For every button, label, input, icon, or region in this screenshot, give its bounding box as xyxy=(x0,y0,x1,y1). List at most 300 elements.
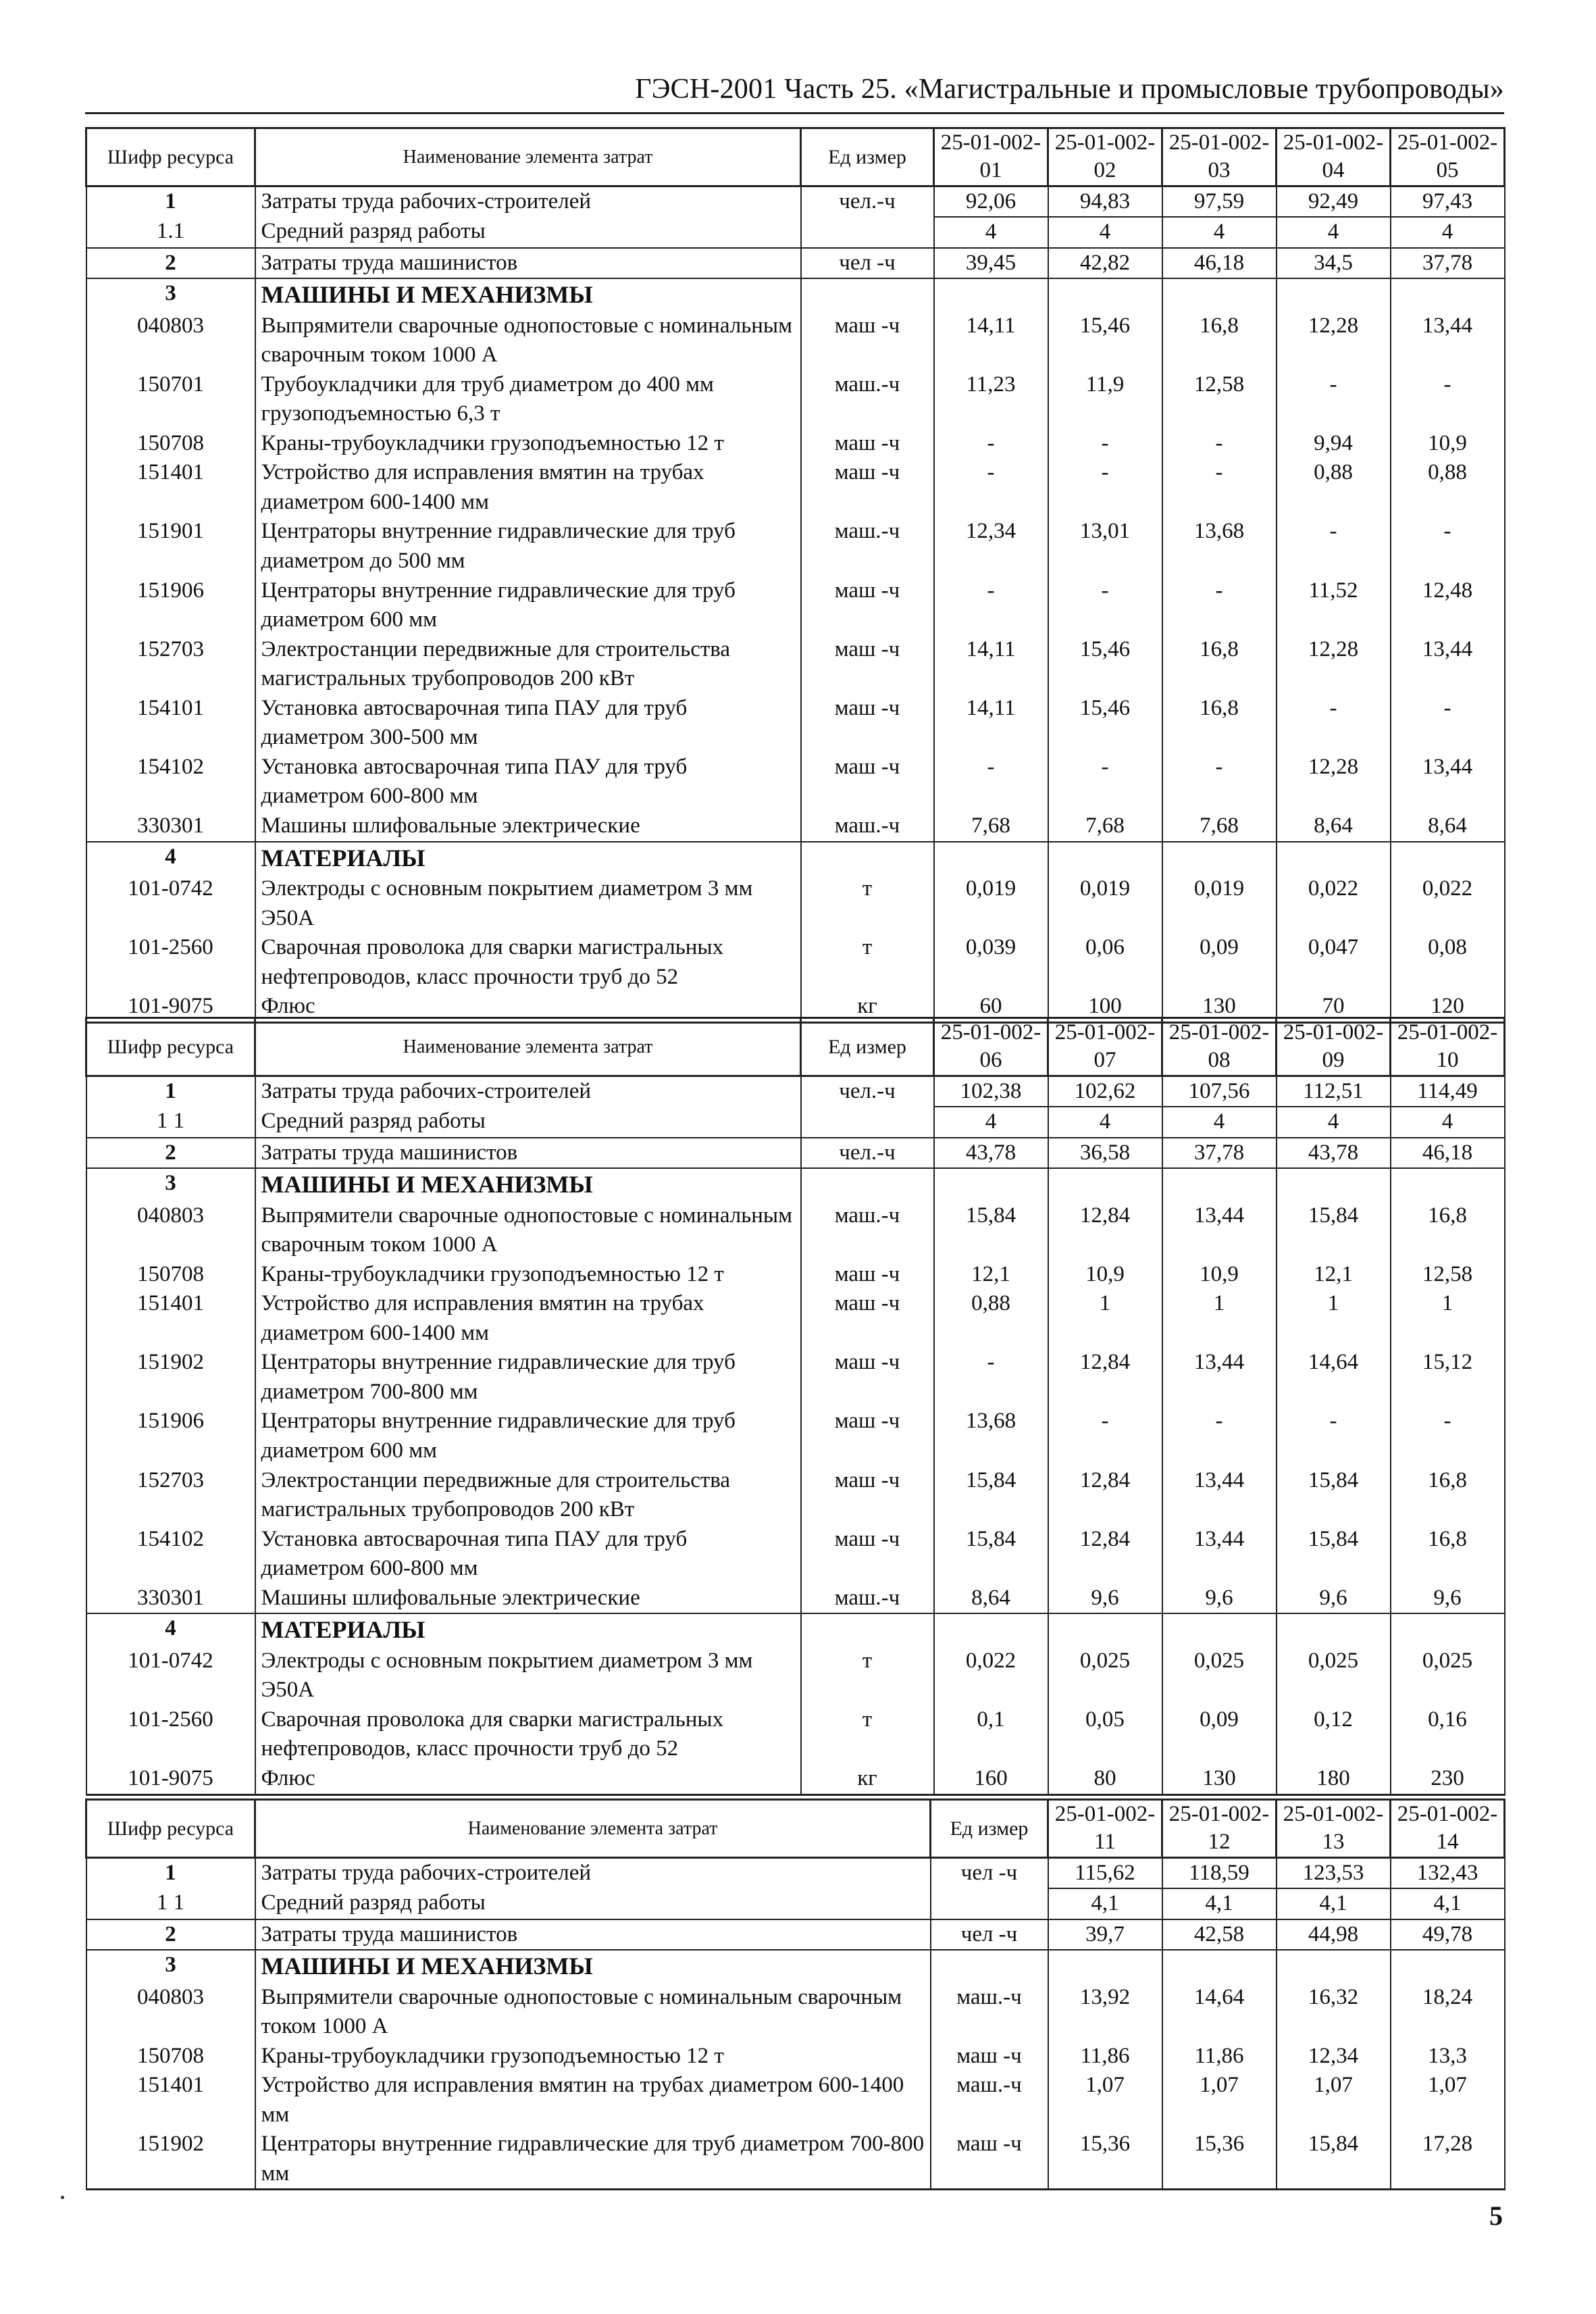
cost-element-name-cell: Флюс xyxy=(255,992,801,1022)
norm-value-cell: 8,64 xyxy=(1277,811,1391,842)
table-row xyxy=(86,933,1505,992)
norm-value-cell: 15,84 xyxy=(934,1466,1048,1525)
norm-value-cell: 16,8 xyxy=(1391,1201,1505,1260)
norm-value-cell: 15,84 xyxy=(1277,1466,1391,1525)
norm-value-cell: 114,49 xyxy=(1391,1076,1505,1107)
cost-element-name-cell: Сварочная проволока для сварки магистральных нефтепроводов, класс прочности труб до 52 xyxy=(255,933,801,992)
cost-element-name-cell: Электроды с основным покрытием диаметром 3 мм Э50А xyxy=(255,1646,801,1705)
cost-element-name-cell: Затраты труда машинистов xyxy=(255,1919,931,1951)
norm-value-cell: 1,07 xyxy=(1048,2071,1162,2130)
cost-element-name-cell: Центраторы внутренние гидравлические для труб диаметром 700-800 мм xyxy=(255,2130,931,2190)
norm-value-cell: 12,34 xyxy=(1277,2042,1391,2071)
resource-code-cell: 1 1 xyxy=(86,1888,255,1919)
cost-element-name-cell: Устройство для исправления вмятин на трубах диаметром 600-1400 мм xyxy=(255,458,801,517)
norm-value-cell: 13,44 xyxy=(1162,1525,1277,1584)
cost-element-name-cell: Установка автосварочная типа ПАУ для труб диаметром 300-500 мм xyxy=(255,694,801,753)
norm-value-cell: 15,84 xyxy=(934,1525,1048,1584)
norm-value-cell: 115,62 xyxy=(1048,1857,1162,1888)
unit-cell: маш.-ч xyxy=(801,1201,934,1260)
norm-value-cell: 18,24 xyxy=(1391,1983,1505,2042)
table-row xyxy=(86,1168,1505,1201)
table-row xyxy=(86,1076,1505,1107)
cost-element-name-cell: Электростанции передвижные для строительства магистральных трубопроводов 200 кВт xyxy=(255,1466,801,1525)
norm-value-cell: 0,88 xyxy=(934,1289,1048,1348)
norm-value-cell: 11,86 xyxy=(1162,2042,1277,2071)
unit-cell: чел -ч xyxy=(801,248,934,279)
column-header-norm-code: 25-01-002-02 xyxy=(1048,128,1162,186)
resource-code-cell: 151906 xyxy=(86,576,255,635)
cost-element-name-cell: Выпрямители сварочные однопостовые с номинальным сварочным током 1000 А xyxy=(255,1201,801,1260)
column-header-norm-code: 25-01-002-12 xyxy=(1162,1800,1277,1858)
norm-value-cell xyxy=(1048,278,1162,311)
resource-code-cell: 3 xyxy=(86,1950,255,1983)
table-row xyxy=(86,2042,1505,2071)
norm-value-cell: 11,52 xyxy=(1277,576,1391,635)
header-rule xyxy=(85,112,1504,114)
cost-element-name-cell: МАШИНЫ И МЕХАНИЗМЫ xyxy=(255,1950,931,1983)
resource-code-cell: 330301 xyxy=(86,811,255,842)
column-header-norm-code: 25-01-002-09 xyxy=(1277,1018,1391,1076)
norm-value-cell: - xyxy=(934,576,1048,635)
resource-code-cell: 2 xyxy=(86,1919,255,1951)
table-row xyxy=(86,458,1505,517)
norm-value-cell: 4,1 xyxy=(1048,1888,1162,1919)
table-row xyxy=(86,1584,1505,1614)
norm-value-cell: 4 xyxy=(934,1107,1048,1138)
norm-value-cell: 9,6 xyxy=(1277,1584,1391,1614)
table-row xyxy=(86,1983,1505,2042)
norm-value-cell: 7,68 xyxy=(934,811,1048,842)
norm-value-cell xyxy=(1048,1613,1162,1646)
table-row xyxy=(86,874,1505,933)
cost-element-name-cell: Флюс xyxy=(255,1764,801,1794)
column-header-norm-code: 25-01-002-11 xyxy=(1048,1800,1162,1858)
norm-value-cell: - xyxy=(934,1348,1048,1407)
norm-value-cell: 102,38 xyxy=(934,1076,1048,1107)
norm-value-cell: 1 xyxy=(1277,1289,1391,1348)
table-row xyxy=(86,429,1505,459)
norm-value-cell: 130 xyxy=(1162,992,1277,1022)
table-row xyxy=(86,1919,1505,1951)
cost-element-name-cell: Краны-трубоукладчики грузоподъемностью 12 т xyxy=(255,1260,801,1290)
norm-value-cell: 12,84 xyxy=(1048,1466,1162,1525)
norm-value-cell: 46,18 xyxy=(1162,248,1277,279)
norm-value-cell xyxy=(934,1168,1048,1201)
unit-cell: т xyxy=(801,1705,934,1764)
norm-value-cell: - xyxy=(1048,458,1162,517)
norm-value-cell: 12,58 xyxy=(1162,370,1277,429)
cost-element-name-cell: МАТЕРИАЛЫ xyxy=(255,842,801,875)
norm-value-cell: 12,34 xyxy=(934,517,1048,576)
table-row xyxy=(86,217,1505,248)
unit-cell: т xyxy=(801,1646,934,1705)
resource-code-cell: 151902 xyxy=(86,2130,255,2190)
table-row xyxy=(86,1107,1505,1138)
norm-value-cell: 15,46 xyxy=(1048,311,1162,370)
norm-value-cell: 0,88 xyxy=(1391,458,1505,517)
norm-value-cell xyxy=(1391,842,1505,875)
column-header-norm-code: 25-01-002-14 xyxy=(1391,1800,1505,1858)
norm-value-cell xyxy=(1048,842,1162,875)
norm-value-cell: 0,12 xyxy=(1277,1705,1391,1764)
unit-cell: маш.-ч xyxy=(801,811,934,842)
column-header-name: Наименование элемента затрат xyxy=(255,1018,801,1076)
unit-cell: маш.-ч xyxy=(801,517,934,576)
margin-dot xyxy=(61,2196,64,2199)
table-row xyxy=(86,576,1505,635)
resource-code-cell: 101-0742 xyxy=(86,874,255,933)
table-row xyxy=(86,1138,1505,1169)
cost-element-name-cell: Центраторы внутренние гидравлические для труб диаметром 700-800 мм xyxy=(255,1348,801,1407)
cost-element-name-cell: Электростанции передвижные для строительства магистральных трубопроводов 200 кВт xyxy=(255,635,801,694)
cost-element-name-cell: Электроды с основным покрытием диаметром 3 мм Э50А xyxy=(255,874,801,933)
cost-element-name-cell: Устройство для исправления вмятин на трубах диаметром 600-1400 мм xyxy=(255,1289,801,1348)
unit-cell: маш -ч xyxy=(801,1407,934,1465)
column-header-norm-code: 25-01-002-04 xyxy=(1277,128,1391,186)
unit-cell: маш -ч xyxy=(801,576,934,635)
column-header-code: Шифр ресурса xyxy=(86,1800,255,1858)
norm-value-cell: 15,46 xyxy=(1048,694,1162,753)
norm-value-cell: 15,84 xyxy=(1277,1525,1391,1584)
table-row xyxy=(86,278,1505,311)
norm-value-cell: 12,48 xyxy=(1391,576,1505,635)
resource-code-cell: 3 xyxy=(86,1168,255,1201)
unit-cell: маш.-ч xyxy=(801,370,934,429)
norm-value-cell: 70 xyxy=(1277,992,1391,1022)
norm-value-cell: 13,44 xyxy=(1162,1348,1277,1407)
norm-value-cell: - xyxy=(1277,694,1391,753)
norm-value-cell: 1,07 xyxy=(1162,2071,1277,2130)
norm-value-cell: 39,45 xyxy=(934,248,1048,279)
column-header-code: Шифр ресурса xyxy=(86,128,255,186)
norm-value-cell: 4,1 xyxy=(1277,1888,1391,1919)
norm-value-cell: - xyxy=(1391,694,1505,753)
norm-value-cell: 14,64 xyxy=(1162,1983,1277,2042)
unit-cell xyxy=(801,217,934,248)
resource-code-cell: 101-2560 xyxy=(86,1705,255,1764)
norm-value-cell: 4 xyxy=(934,217,1048,248)
cost-element-name-cell: Машины шлифовальные электрические xyxy=(255,1584,801,1614)
cost-element-name-cell: Выпрямители сварочные однопостовые с номинальным сварочным током 1000 А xyxy=(255,311,801,370)
norm-value-cell: 92,06 xyxy=(934,186,1048,217)
norm-value-cell: 0,05 xyxy=(1048,1705,1162,1764)
column-header-norm-code: 25-01-002-08 xyxy=(1162,1018,1277,1076)
norm-value-cell: - xyxy=(1162,458,1277,517)
table-row xyxy=(86,517,1505,576)
unit-cell: маш -ч xyxy=(801,1289,934,1348)
norm-value-cell: 13,68 xyxy=(934,1407,1048,1465)
unit-cell: маш -ч xyxy=(801,635,934,694)
cost-element-name-cell: МАШИНЫ И МЕХАНИЗМЫ xyxy=(255,278,801,311)
norm-value-cell: 10,9 xyxy=(1048,1260,1162,1290)
table-row xyxy=(86,635,1505,694)
norm-value-cell: 1,07 xyxy=(1277,2071,1391,2130)
norm-value-cell: - xyxy=(1048,1407,1162,1465)
cost-element-name-cell: Затраты труда машинистов xyxy=(255,1138,801,1169)
norm-value-cell: 97,43 xyxy=(1391,186,1505,217)
norm-value-cell: 118,59 xyxy=(1162,1857,1277,1888)
cost-element-name-cell: Затраты труда машинистов xyxy=(255,248,801,279)
unit-cell: чел.-ч xyxy=(801,1076,934,1107)
norm-value-cell: 13,44 xyxy=(1391,753,1505,811)
norm-value-cell: 42,82 xyxy=(1048,248,1162,279)
norm-value-cell: - xyxy=(1162,753,1277,811)
resource-code-cell: 101-9075 xyxy=(86,1764,255,1794)
norm-value-cell xyxy=(934,278,1048,311)
norm-value-cell: 12,28 xyxy=(1277,753,1391,811)
unit-cell: маш.-ч xyxy=(931,2071,1048,2130)
norm-value-cell: 16,8 xyxy=(1391,1466,1505,1525)
norm-value-cell: - xyxy=(934,429,1048,459)
norm-value-cell xyxy=(1277,278,1391,311)
resource-code-cell: 151906 xyxy=(86,1407,255,1465)
norm-value-cell xyxy=(1048,1950,1162,1983)
norm-value-cell: 1 xyxy=(1162,1289,1277,1348)
cost-element-name-cell: Средний разряд работы xyxy=(255,217,801,248)
table-row xyxy=(86,811,1505,842)
norm-value-cell: 44,98 xyxy=(1277,1919,1391,1951)
norm-value-cell: 0,16 xyxy=(1391,1705,1505,1764)
norm-value-cell: - xyxy=(1162,576,1277,635)
norm-value-cell: 12,58 xyxy=(1391,1260,1505,1290)
resource-code-cell: 330301 xyxy=(86,1584,255,1614)
norm-value-cell: 10,9 xyxy=(1391,429,1505,459)
cost-element-name-cell: Выпрямители сварочные однопостовые с номинальным сварочным током 1000 А xyxy=(255,1983,931,2042)
norm-value-cell xyxy=(1162,278,1277,311)
cost-element-name-cell: Затраты труда рабочих-строителей xyxy=(255,1076,801,1107)
norm-value-cell: 0,019 xyxy=(1162,874,1277,933)
norm-value-cell: 1,07 xyxy=(1391,2071,1505,2130)
unit-cell: маш -ч xyxy=(931,2042,1048,2071)
running-header: ГЭСН-2001 Часть 25. «Магистральные и промысловые трубопроводы» xyxy=(635,74,1504,105)
norm-value-cell: 132,43 xyxy=(1391,1857,1505,1888)
norm-value-cell: 16,8 xyxy=(1391,1525,1505,1584)
resource-code-cell: 3 xyxy=(86,278,255,311)
resource-code-cell: 1 xyxy=(86,1857,255,1888)
resource-code-cell: 1.1 xyxy=(86,217,255,248)
norm-value-cell: 0,039 xyxy=(934,933,1048,992)
norm-value-cell: 94,83 xyxy=(1048,186,1162,217)
norm-value-cell xyxy=(1391,278,1505,311)
norm-value-cell: 14,11 xyxy=(934,311,1048,370)
column-header-unit: Ед измер xyxy=(801,128,934,186)
table-row xyxy=(86,186,1505,217)
unit-cell xyxy=(931,1950,1048,1983)
norm-value-cell: 230 xyxy=(1391,1764,1505,1794)
resource-code-cell: 101-0742 xyxy=(86,1646,255,1705)
norm-value-cell xyxy=(1277,1950,1391,1983)
unit-cell: маш -ч xyxy=(801,694,934,753)
resource-code-cell: 152703 xyxy=(86,635,255,694)
unit-cell: кг xyxy=(801,992,934,1022)
norm-value-cell: 123,53 xyxy=(1277,1857,1391,1888)
norm-value-cell: - xyxy=(934,458,1048,517)
resource-code-cell: 1 xyxy=(86,1076,255,1107)
resource-code-cell: 2 xyxy=(86,1138,255,1169)
norm-value-cell: 36,58 xyxy=(1048,1138,1162,1169)
norm-value-cell: 13,44 xyxy=(1162,1201,1277,1260)
norm-value-cell: 17,28 xyxy=(1391,2130,1505,2190)
unit-cell: чел -ч xyxy=(931,1919,1048,1951)
norm-value-cell: 160 xyxy=(934,1764,1048,1794)
cost-element-name-cell: Центраторы внутренние гидравлические для труб диаметром до 500 мм xyxy=(255,517,801,576)
norm-value-cell: 0,1 xyxy=(934,1705,1048,1764)
unit-cell xyxy=(801,1613,934,1646)
norm-value-cell: 4 xyxy=(1277,217,1391,248)
norm-value-cell: 0,022 xyxy=(1391,874,1505,933)
norm-value-cell: 4 xyxy=(1391,1107,1505,1138)
norm-value-cell: 0,09 xyxy=(1162,1705,1277,1764)
cost-element-name-cell: Затраты труда рабочих-строителей xyxy=(255,186,801,217)
norm-value-cell: 15,36 xyxy=(1048,2130,1162,2190)
norm-value-cell: 4 xyxy=(1048,1107,1162,1138)
table-row xyxy=(86,311,1505,370)
norm-value-cell: 0,022 xyxy=(934,1646,1048,1705)
norm-value-cell: 4 xyxy=(1048,217,1162,248)
norm-value-cell: 4 xyxy=(1277,1107,1391,1138)
norm-value-cell: 12,1 xyxy=(1277,1260,1391,1290)
resource-code-cell: 101-9075 xyxy=(86,992,255,1022)
cost-element-name-cell: Установка автосварочная типа ПАУ для труб диаметром 600-800 мм xyxy=(255,1525,801,1584)
table-row xyxy=(86,842,1505,875)
norm-value-cell: 0,025 xyxy=(1391,1646,1505,1705)
norm-value-cell: 0,025 xyxy=(1277,1646,1391,1705)
column-header-norm-code: 25-01-002-05 xyxy=(1391,128,1505,186)
unit-cell: маш.-ч xyxy=(931,1983,1048,2042)
norm-value-cell: 12,84 xyxy=(1048,1348,1162,1407)
table-row xyxy=(86,1646,1505,1705)
norm-value-cell: 0,08 xyxy=(1391,933,1505,992)
norm-value-cell: 1 xyxy=(1391,1289,1505,1348)
cost-element-name-cell: Краны-трубоукладчики грузоподъемностью 12 т xyxy=(255,429,801,459)
norm-value-cell: 7,68 xyxy=(1162,811,1277,842)
norm-value-cell: - xyxy=(1391,370,1505,429)
norm-value-cell: 92,49 xyxy=(1277,186,1391,217)
norm-value-cell: 13,44 xyxy=(1391,635,1505,694)
resource-code-cell: 040803 xyxy=(86,311,255,370)
unit-cell: чел -ч xyxy=(931,1857,1048,1888)
unit-cell: кг xyxy=(801,1764,934,1794)
norm-value-cell: 12,28 xyxy=(1277,311,1391,370)
norm-value-cell xyxy=(1162,842,1277,875)
resource-code-cell: 040803 xyxy=(86,1983,255,2042)
resource-code-cell: 154102 xyxy=(86,753,255,811)
norm-value-cell: 12,84 xyxy=(1048,1525,1162,1584)
norm-value-cell xyxy=(1162,1613,1277,1646)
norm-value-cell: 9,6 xyxy=(1391,1584,1505,1614)
norm-value-cell: 112,51 xyxy=(1277,1076,1391,1107)
unit-cell: чел.-ч xyxy=(801,1138,934,1169)
cost-element-name-cell: Средний разряд работы xyxy=(255,1107,801,1138)
norm-value-cell: - xyxy=(1277,370,1391,429)
cost-element-name-cell: Затраты труда рабочих-строителей xyxy=(255,1857,931,1888)
cost-element-name-cell: Машины шлифовальные электрические xyxy=(255,811,801,842)
unit-cell xyxy=(931,1888,1048,1919)
norm-value-cell: 0,019 xyxy=(1048,874,1162,933)
resource-code-cell: 154102 xyxy=(86,1525,255,1584)
resource-code-cell: 1 1 xyxy=(86,1107,255,1138)
column-header-norm-code: 25-01-002-13 xyxy=(1277,1800,1391,1858)
table-row xyxy=(86,1260,1505,1290)
norm-value-cell xyxy=(1277,1168,1391,1201)
unit-cell: маш -ч xyxy=(801,1525,934,1584)
column-header-unit: Ед измер xyxy=(801,1018,934,1076)
column-header-norm-code: 25-01-002-01 xyxy=(934,128,1048,186)
norm-value-cell: - xyxy=(1277,517,1391,576)
table-row xyxy=(86,248,1505,279)
cost-element-name-cell: МАТЕРИАЛЫ xyxy=(255,1613,801,1646)
norm-value-cell: 10,9 xyxy=(1162,1260,1277,1290)
norm-value-cell: 0,047 xyxy=(1277,933,1391,992)
cost-element-name-cell: Средний разряд работы xyxy=(255,1888,931,1919)
norm-value-cell: 107,56 xyxy=(1162,1076,1277,1107)
resource-code-cell: 150708 xyxy=(86,1260,255,1290)
norm-value-cell: 13,01 xyxy=(1048,517,1162,576)
norm-value-cell: 12,1 xyxy=(934,1260,1048,1290)
norm-value-cell: 9,6 xyxy=(1048,1584,1162,1614)
norm-value-cell: 39,7 xyxy=(1048,1919,1162,1951)
norm-value-cell: 13,3 xyxy=(1391,2042,1505,2071)
cost-element-name-cell: Установка автосварочная типа ПАУ для труб диаметром 600-800 мм xyxy=(255,753,801,811)
norm-value-cell: 13,44 xyxy=(1162,1466,1277,1525)
unit-cell xyxy=(801,1168,934,1201)
norm-value-cell: - xyxy=(1391,1407,1505,1465)
unit-cell: чел.-ч xyxy=(801,186,934,217)
table-row xyxy=(86,1348,1505,1407)
unit-cell: т xyxy=(801,933,934,992)
norm-value-cell: 14,11 xyxy=(934,635,1048,694)
norm-value-cell: 4,1 xyxy=(1162,1888,1277,1919)
norm-table xyxy=(85,1799,1505,2190)
column-header-norm-code: 25-01-002-07 xyxy=(1048,1018,1162,1076)
norm-value-cell: 60 xyxy=(934,992,1048,1022)
table-row xyxy=(86,1525,1505,1584)
column-header-unit: Ед измер xyxy=(931,1800,1048,1858)
norm-value-cell xyxy=(1391,1613,1505,1646)
resource-code-cell: 150708 xyxy=(86,2042,255,2071)
norm-table xyxy=(85,127,1505,1024)
norm-value-cell: 12,28 xyxy=(1277,635,1391,694)
table-row xyxy=(86,694,1505,753)
norm-value-cell: 14,64 xyxy=(1277,1348,1391,1407)
resource-code-cell: 101-2560 xyxy=(86,933,255,992)
table-row xyxy=(86,2130,1505,2190)
column-header-norm-code: 25-01-002-03 xyxy=(1162,128,1277,186)
norm-value-cell: 0,88 xyxy=(1277,458,1391,517)
norm-value-cell: 15,36 xyxy=(1162,2130,1277,2190)
norm-value-cell xyxy=(1391,1950,1505,1983)
norm-value-cell: 14,11 xyxy=(934,694,1048,753)
unit-cell xyxy=(801,842,934,875)
norm-value-cell: 11,86 xyxy=(1048,2042,1162,2071)
norm-value-cell: 0,025 xyxy=(1162,1646,1277,1705)
cost-element-name-cell: Краны-трубоукладчики грузоподъемностью 12 т xyxy=(255,2042,931,2071)
norm-value-cell: 43,78 xyxy=(1277,1138,1391,1169)
norm-value-cell: 13,68 xyxy=(1162,517,1277,576)
resource-code-cell: 4 xyxy=(86,842,255,875)
unit-cell: маш -ч xyxy=(801,458,934,517)
table-row xyxy=(86,2071,1505,2130)
table-row xyxy=(86,1705,1505,1764)
page-number: 5 xyxy=(1489,2200,1503,2231)
table-row xyxy=(86,1289,1505,1348)
table-row xyxy=(86,1613,1505,1646)
column-header-name: Наименование элемента затрат xyxy=(255,128,801,186)
norm-value-cell: 42,58 xyxy=(1162,1919,1277,1951)
norm-value-cell: 16,32 xyxy=(1277,1983,1391,2042)
table-row xyxy=(86,1950,1505,1983)
norm-value-cell: 34,5 xyxy=(1277,248,1391,279)
